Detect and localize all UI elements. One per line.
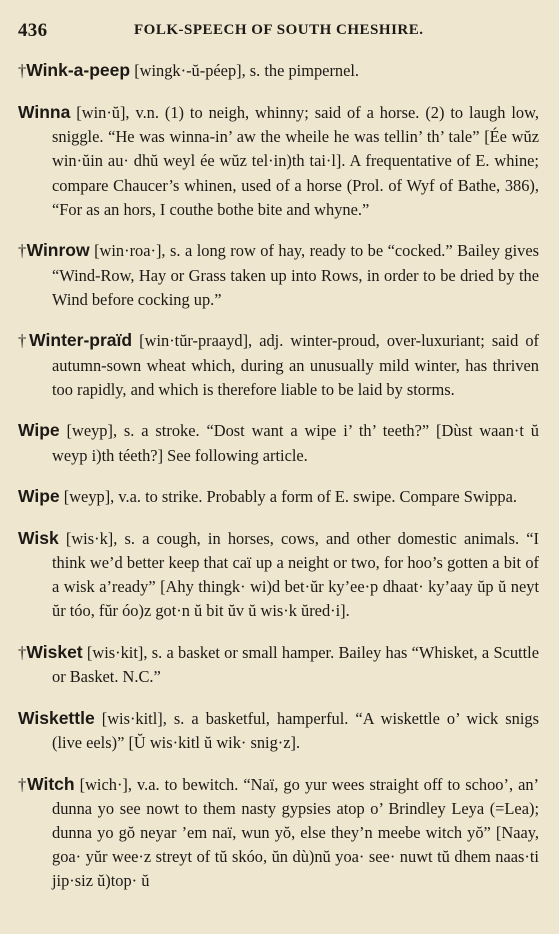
entry-text: [wis·kit], s. a basket or small hamper. Bailey has “Whisket, a Scuttle or Basket. N.C.” (52, 642, 539, 687)
dagger-mark: † (18, 774, 28, 794)
dictionary-entry (18, 58, 539, 83)
headword: Winna (18, 101, 71, 122)
entry-text: [weyp], s. a stroke. “Dost want a wipe i’ th’ teeth?” [Dùst waan·t ŭ weyp i)th téeth?] See following article. (52, 421, 539, 465)
dictionary-entry (18, 706, 539, 755)
dictionary-entries (18, 58, 539, 893)
dictionary-entry (18, 238, 539, 312)
entry-text: [wingk·-ŭ-péep], s. the pimpernel. (130, 61, 360, 81)
dictionary-entry (18, 484, 539, 509)
running-head: FOLK-SPEECH OF SOUTH CHESHIRE. (134, 22, 424, 38)
entry-text: [win·ŭ], v.n. (1) to neigh, whinny; said of a horse. (2) to laugh low, sniggle. “He was winna-in’ aw the wheile he was tellin’ th’ tale” [Ée wŭz win·ŭin au· dhŭ weyl ée wŭz tel·in)th tai·l]. A frequentative of E. whine; compare Chaucer’s whinen, used of a horse (Prol. of Wyf of Bathe, 386), “For as an hors, I couthe bothe bite and whyne.” (52, 102, 539, 219)
headword: Wipe (18, 420, 60, 441)
page-header (18, 14, 539, 42)
headword: Witch (27, 773, 75, 794)
dictionary-entry (18, 100, 539, 222)
headword: Wink-a-peep (26, 60, 131, 81)
entry-text: [wis·kitl], s. a basketful, hamperful. “A wiskettle o’ wick snigs (live eels)” [Ŭ wis·kitl ŭ wik· snig·z]. (52, 708, 539, 752)
headword: Winter-praïd (29, 330, 133, 351)
dictionary-entry (18, 526, 539, 624)
dictionary-entry (18, 772, 539, 894)
dictionary-entry (18, 418, 539, 467)
entry-text: [win·roa·], s. a long row of hay, ready to be “cocked.” Bailey gives “Wind-Row, Hay or Grass taken up into Rows, in order to be dried by the Wind before cocking up.” (52, 241, 539, 309)
dagger-mark: † (18, 642, 27, 662)
entry-text: [wich·], v.a. to bewitch. “Naï, go yur wees straight off to schoo’, an’ dunna yo see nowt to them nasty gypsies atop o’ Brindley Leya (=Lea); dunna yo gŏ neyar ’em naï, wun yŏ, else they’n meebe witch yŏ” [Naay, goa· yŭr wee·z streyt of tŭ skóo, ŭn dù)nŭ yoa· see· nuwt tŭ dhem naas·ti jip·siz ŭ)top· ŭ (52, 774, 539, 891)
dagger-mark: † (18, 61, 27, 81)
headword: Wiskettle (18, 707, 95, 728)
dagger-mark: † (18, 241, 27, 261)
headword: Wisket (26, 641, 83, 662)
dictionary-entry (18, 640, 539, 689)
headword: Winrow (26, 240, 90, 261)
headword: Wipe (18, 486, 60, 507)
entry-text: [wis·k], s. a cough, in horses, cows, and other domestic animals. “I think we’d better keep that caï up a neight or two, for hoo’s gotten a bit of a wisk a’ready” [Ahy thingk· wi)d bet·ŭr ky’ee·p dhaat· ky’aay ŭp ŭ neyt ŭr tóo, fŭr óo)z got·n ŭ bit ŭv ŭ wis·k ŭred·i]. (52, 528, 539, 621)
entry-text: [weyp], v.a. to strike. Probably a form of E. swipe. Compare Swippa. (59, 487, 517, 507)
entry-text: [win·tŭr-praayd], adj. winter-proud, over-luxuriant; said of autumn-sown wheat which, during an unusually mild winter, has thriven too rapidly, and which is therefore liable to be laid by storms. (52, 331, 539, 399)
page-number: 436 (18, 20, 48, 41)
dictionary-entry (18, 328, 539, 402)
dagger-mark: † (18, 331, 30, 351)
headword: Wisk (18, 527, 59, 548)
